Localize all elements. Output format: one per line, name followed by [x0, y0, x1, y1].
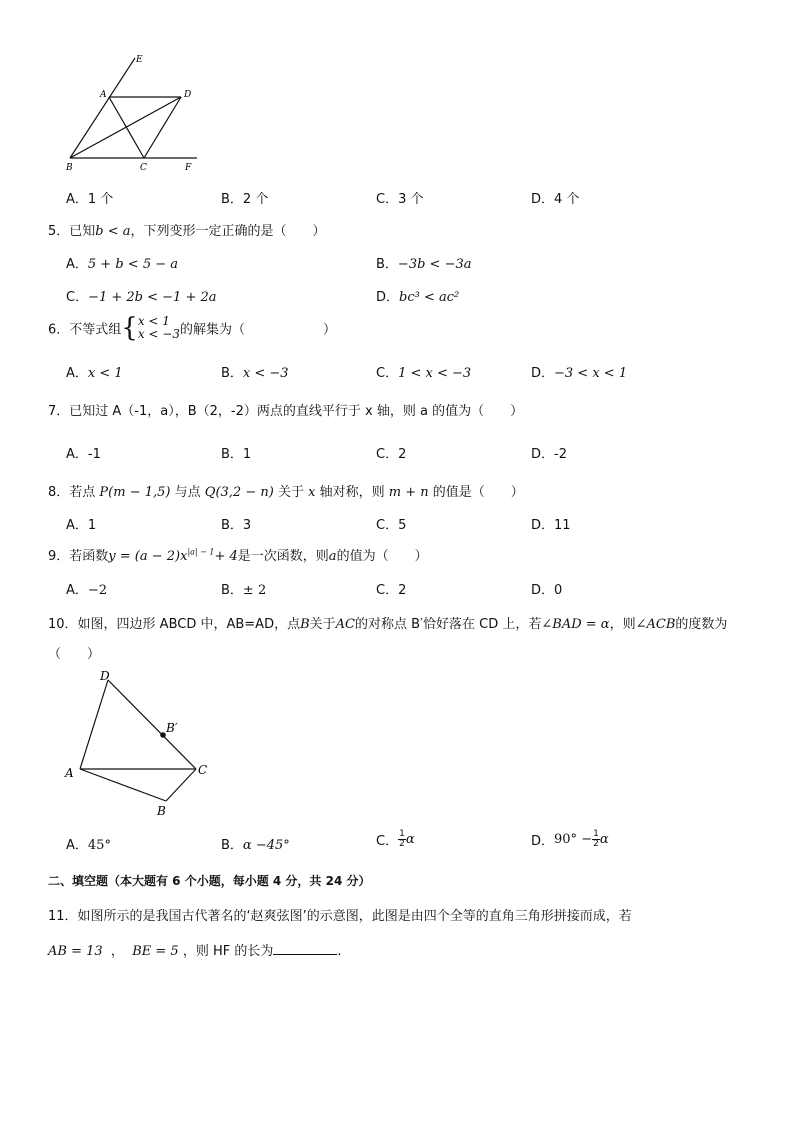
- label-a: A: [100, 90, 107, 100]
- q10-option-a: A．45°: [66, 838, 111, 853]
- section-title-fill-in: 二、填空题（本大题有 6 个小题，每小题 4 分，共 24 分）: [48, 874, 371, 888]
- q10-stem-line2: （ ）: [48, 647, 101, 662]
- figure-parallelogram: [60, 50, 210, 180]
- q9-stem: 9．若函数$y = (a - 2)x^{|a| - 1}+ 4$是一次函数，则a的值为（ ）: [48, 547, 428, 564]
- q6-option-b: B．x < −3: [221, 366, 289, 381]
- q11-stem-line1: 11．如图所示的是我国古代著名的‘赵爽弦图’的示意图，此图是由四个全等的直角三角形拼接而成，若: [48, 909, 632, 924]
- q5-option-c: C．−1 + 2b < −1 + 2a: [66, 290, 217, 305]
- line-ab: [80, 769, 166, 801]
- label-e: E: [136, 55, 143, 65]
- q5-condition: b < a: [95, 224, 131, 239]
- q7-option-c: C．2: [376, 447, 407, 462]
- fraction-half: $\frac{1}{2}$: [593, 829, 599, 849]
- q9-option-d: D．0: [531, 583, 563, 598]
- label-d: D: [184, 90, 192, 100]
- label-c: C: [140, 163, 147, 173]
- q9-option-c: C．2: [376, 583, 407, 598]
- q7-option-d: D．-2: [531, 447, 567, 462]
- q9-option-b: B．± 2: [221, 583, 267, 598]
- line-dc: [144, 97, 181, 158]
- label-b-prime: B′: [166, 721, 178, 735]
- q6-option-a: A．x < 1: [66, 366, 123, 381]
- q6-inequality-system: { x < 1 x < −3: [121, 313, 180, 343]
- q5-stem: 5．已知b < a，下列变形一定正确的是（ ）: [48, 224, 326, 239]
- q10-option-d: D．90° − $\frac{1}{2}$ α: [531, 829, 609, 849]
- label-d: D: [100, 669, 110, 683]
- label-b: B: [157, 804, 166, 818]
- q4-option-a: A．1 个: [66, 192, 114, 207]
- q8-option-d: D．11: [531, 518, 571, 533]
- q7-stem: 7．已知过 A（-1，a），B（2，-2）两点的直线平行于 x 轴，则 a 的值为（ ）: [48, 404, 524, 419]
- q5-option-d: D．bc³ < ac²: [376, 290, 460, 305]
- label-b: B: [66, 163, 73, 173]
- q8-option-a: A．1: [66, 518, 97, 533]
- line-da: [80, 680, 108, 769]
- q7-option-b: B．1: [221, 447, 252, 462]
- q7-option-a: A．-1: [66, 447, 101, 462]
- q6-option-c: C．1 < x < −3: [376, 366, 472, 381]
- label-f: F: [185, 163, 192, 173]
- answer-blank[interactable]: [273, 942, 337, 955]
- label-c: C: [198, 763, 208, 777]
- q4-option-c: C．3 个: [376, 192, 424, 207]
- line-bd: [70, 97, 181, 158]
- q5-option-b: B．−3b < −3a: [376, 257, 472, 272]
- q9-option-a: A．−2: [66, 583, 108, 598]
- q8-stem: 8．若点 P(m − 1,5) 与点 Q(3,2 − n) 关于 x 轴对称，则 m + n 的值是（ ）: [48, 485, 524, 500]
- q10-stem-line1: 10．如图，四边形 ABCD 中，AB=AD，点B关于AC的对称点 B′恰好落在 CD 上，若∠BAD = α，则∠ACB的度数为: [48, 617, 728, 632]
- line-be: [70, 58, 135, 158]
- line-bc: [166, 769, 196, 801]
- fraction-half: $\frac{1}{2}$: [399, 829, 405, 849]
- q5-option-a: A．5 + b < 5 − a: [66, 257, 178, 272]
- q8-option-b: B．3: [221, 518, 252, 533]
- q4-option-d: D．4 个: [531, 192, 580, 207]
- line-dc: [108, 680, 196, 769]
- q10-option-b: B．α −45°: [221, 838, 290, 853]
- figure-quadrilateral: [60, 662, 220, 822]
- q4-option-b: B．2 个: [221, 192, 269, 207]
- point-b-prime: [160, 732, 166, 738]
- q10-option-c: C． $\frac{1}{2}$ α: [376, 829, 415, 849]
- q8-option-c: C．5: [376, 518, 407, 533]
- q6-option-d: D．−3 < x < 1: [531, 366, 628, 381]
- label-a: A: [65, 766, 74, 780]
- q11-stem-line2: AB = 13 ， BE = 5 ，则 HF 的长为 .: [48, 944, 342, 959]
- q6-stem: 6．不等式组{ x < 1 x < −3 的解集为（ ）: [48, 313, 336, 343]
